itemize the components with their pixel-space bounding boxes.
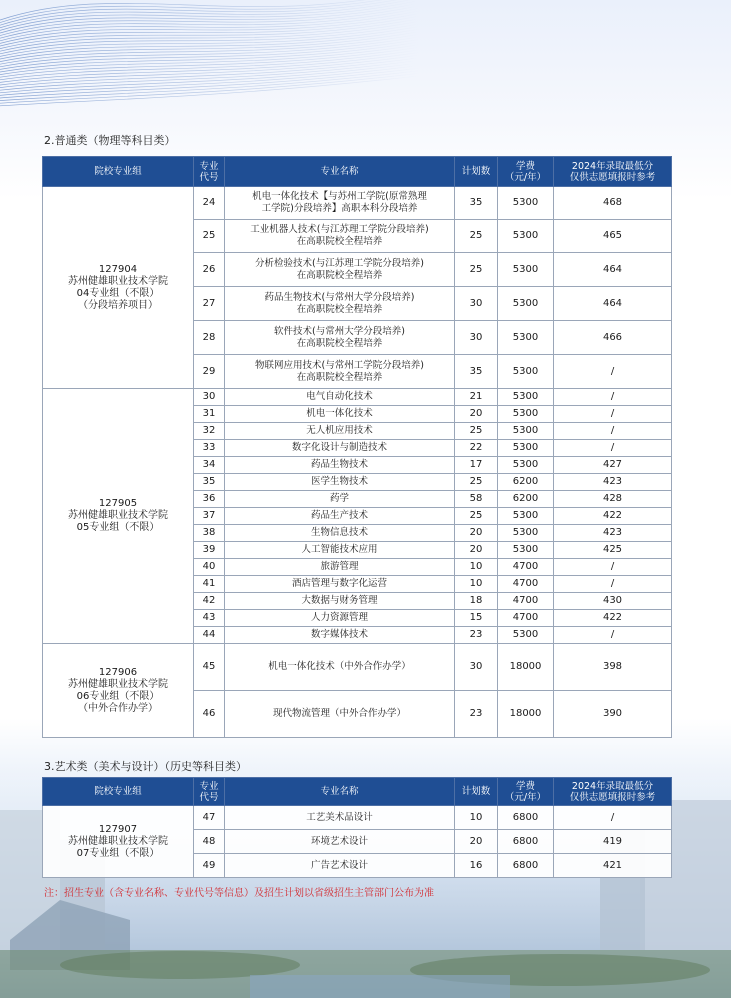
section-title-general: 2.普通类（物理等科目类）	[44, 134, 176, 147]
major-name: 人力资源管理	[225, 610, 455, 627]
major-code: 35	[194, 474, 225, 491]
major-code: 29	[194, 355, 225, 389]
min-score: 390	[554, 691, 672, 738]
major-name: 机电一体化技术（中外合作办学）	[225, 644, 455, 691]
table-row	[43, 187, 672, 220]
min-score: /	[554, 423, 672, 440]
tuition-fee: 5300	[498, 542, 554, 559]
tuition-fee: 18000	[498, 644, 554, 691]
major-name: 软件技术(与常州大学分段培养) 在高职院校全程培养	[225, 321, 455, 355]
plan-count: 35	[455, 355, 498, 389]
tuition-fee: 5300	[498, 508, 554, 525]
min-score: /	[554, 576, 672, 593]
plan-count: 35	[455, 187, 498, 220]
tuition-fee: 5300	[498, 440, 554, 457]
tuition-fee: 6800	[498, 830, 554, 854]
header-plan: 计划数	[455, 778, 498, 806]
min-score: 468	[554, 187, 672, 220]
table-row	[43, 806, 672, 830]
group-label-05: 127905 苏州健雄职业技术学院 05专业组（不限）	[43, 389, 194, 644]
header-code: 专业 代号	[194, 157, 225, 187]
tuition-fee: 6200	[498, 474, 554, 491]
header-code: 专业 代号	[194, 778, 225, 806]
table-header-row	[43, 157, 672, 187]
plan-count: 30	[455, 321, 498, 355]
plan-count: 15	[455, 610, 498, 627]
major-code: 36	[194, 491, 225, 508]
min-score: 425	[554, 542, 672, 559]
header-fee: 学费 （元/年）	[498, 157, 554, 187]
major-name: 物联网应用技术(与常州工学院分段培养) 在高职院校全程培养	[225, 355, 455, 389]
min-score: /	[554, 389, 672, 406]
major-code: 32	[194, 423, 225, 440]
table-header-row	[43, 778, 672, 806]
min-score: 423	[554, 525, 672, 542]
group-label-04: 127904 苏州健雄职业技术学院 04专业组（不限） （分段培养项目）	[43, 187, 194, 389]
tuition-fee: 4700	[498, 593, 554, 610]
plan-count: 10	[455, 559, 498, 576]
tuition-fee: 5300	[498, 525, 554, 542]
min-score: /	[554, 406, 672, 423]
general-admissions-table	[42, 156, 672, 738]
major-code: 30	[194, 389, 225, 406]
major-code: 27	[194, 287, 225, 321]
major-name: 无人机应用技术	[225, 423, 455, 440]
major-name: 大数据与财务管理	[225, 593, 455, 610]
tuition-fee: 5300	[498, 457, 554, 474]
major-name: 药品生物技术(与常州大学分段培养) 在高职院校全程培养	[225, 287, 455, 321]
header-name: 专业名称	[225, 778, 455, 806]
major-code: 28	[194, 321, 225, 355]
major-name: 酒店管理与数字化运营	[225, 576, 455, 593]
major-name: 机电一体化技术	[225, 406, 455, 423]
tuition-fee: 6800	[498, 806, 554, 830]
tuition-fee: 5300	[498, 187, 554, 220]
tuition-fee: 6200	[498, 491, 554, 508]
min-score: 465	[554, 220, 672, 253]
tuition-fee: 5300	[498, 627, 554, 644]
header-plan: 计划数	[455, 157, 498, 187]
plan-count: 25	[455, 220, 498, 253]
major-name: 数字媒体技术	[225, 627, 455, 644]
plan-count: 17	[455, 457, 498, 474]
section-title-art: 3.艺术类（美术与设计）（历史等科目类）	[44, 760, 247, 773]
major-name: 现代物流管理（中外合作办学）	[225, 691, 455, 738]
major-code: 47	[194, 806, 225, 830]
min-score: 428	[554, 491, 672, 508]
plan-count: 20	[455, 830, 498, 854]
tuition-fee: 5300	[498, 253, 554, 287]
tuition-fee: 5300	[498, 321, 554, 355]
major-name: 药品生产技术	[225, 508, 455, 525]
header-name: 专业名称	[225, 157, 455, 187]
plan-count: 16	[455, 854, 498, 878]
plan-count: 23	[455, 691, 498, 738]
group-label-06: 127906 苏州健雄职业技术学院 06专业组（不限） （中外合作办学）	[43, 644, 194, 738]
plan-count: 20	[455, 525, 498, 542]
min-score: 427	[554, 457, 672, 474]
min-score: /	[554, 559, 672, 576]
major-code: 40	[194, 559, 225, 576]
major-code: 42	[194, 593, 225, 610]
header-group: 院校专业组	[43, 157, 194, 187]
group-label-07: 127907 苏州健雄职业技术学院 07专业组（不限）	[43, 806, 194, 878]
plan-count: 18	[455, 593, 498, 610]
major-code: 41	[194, 576, 225, 593]
major-name: 工艺美术品设计	[225, 806, 455, 830]
tuition-fee: 6800	[498, 854, 554, 878]
plan-count: 10	[455, 576, 498, 593]
major-name: 数字化设计与制造技术	[225, 440, 455, 457]
tuition-fee: 5300	[498, 220, 554, 253]
min-score: /	[554, 440, 672, 457]
tuition-fee: 18000	[498, 691, 554, 738]
min-score: 419	[554, 830, 672, 854]
plan-count: 23	[455, 627, 498, 644]
tuition-fee: 5300	[498, 423, 554, 440]
header-score: 2024年录取最低分 仅供志愿填报时参考	[554, 778, 672, 806]
header-fee: 学费 （元/年）	[498, 778, 554, 806]
major-code: 48	[194, 830, 225, 854]
tuition-fee: 4700	[498, 576, 554, 593]
major-code: 26	[194, 253, 225, 287]
min-score: 422	[554, 610, 672, 627]
major-code: 33	[194, 440, 225, 457]
table-row	[43, 389, 672, 406]
tuition-fee: 4700	[498, 610, 554, 627]
plan-count: 25	[455, 423, 498, 440]
major-name: 分析检验技术(与江苏理工学院分段培养) 在高职院校全程培养	[225, 253, 455, 287]
header-group: 院校专业组	[43, 778, 194, 806]
major-code: 31	[194, 406, 225, 423]
tuition-fee: 5300	[498, 406, 554, 423]
major-code: 34	[194, 457, 225, 474]
min-score: 423	[554, 474, 672, 491]
major-name: 人工智能技术应用	[225, 542, 455, 559]
min-score: /	[554, 355, 672, 389]
major-name: 广告艺术设计	[225, 854, 455, 878]
min-score: 430	[554, 593, 672, 610]
major-name: 生物信息技术	[225, 525, 455, 542]
tuition-fee: 5300	[498, 355, 554, 389]
major-name: 环境艺术设计	[225, 830, 455, 854]
min-score: 421	[554, 854, 672, 878]
major-code: 49	[194, 854, 225, 878]
major-code: 38	[194, 525, 225, 542]
tuition-fee: 5300	[498, 389, 554, 406]
plan-count: 25	[455, 253, 498, 287]
plan-count: 25	[455, 508, 498, 525]
header-score: 2024年录取最低分 仅供志愿填报时参考	[554, 157, 672, 187]
major-code: 46	[194, 691, 225, 738]
admissions-note: 注：招生专业（含专业名称、专业代号等信息）及招生计划以省级招生主管部门公布为准	[44, 888, 434, 899]
major-code: 45	[194, 644, 225, 691]
tuition-fee: 4700	[498, 559, 554, 576]
min-score: 422	[554, 508, 672, 525]
plan-count: 30	[455, 644, 498, 691]
min-score: 464	[554, 253, 672, 287]
major-name: 医学生物技术	[225, 474, 455, 491]
table-row	[43, 644, 672, 691]
plan-count: 58	[455, 491, 498, 508]
plan-count: 30	[455, 287, 498, 321]
major-code: 39	[194, 542, 225, 559]
major-name: 药品生物技术	[225, 457, 455, 474]
plan-count: 22	[455, 440, 498, 457]
major-code: 25	[194, 220, 225, 253]
plan-count: 20	[455, 542, 498, 559]
major-code: 37	[194, 508, 225, 525]
min-score: 464	[554, 287, 672, 321]
plan-count: 10	[455, 806, 498, 830]
min-score: 466	[554, 321, 672, 355]
plan-count: 20	[455, 406, 498, 423]
major-code: 43	[194, 610, 225, 627]
plan-count: 25	[455, 474, 498, 491]
art-admissions-table	[42, 777, 672, 878]
major-name: 机电一体化技术【与苏州工学院(原常熟理 工学院)分段培养】高职本科分段培养	[225, 187, 455, 220]
major-name: 电气自动化技术	[225, 389, 455, 406]
major-code: 44	[194, 627, 225, 644]
min-score: /	[554, 806, 672, 830]
major-code: 24	[194, 187, 225, 220]
major-name: 工业机器人技术(与江苏理工学院分段培养) 在高职院校全程培养	[225, 220, 455, 253]
major-name: 旅游管理	[225, 559, 455, 576]
min-score: /	[554, 627, 672, 644]
plan-count: 21	[455, 389, 498, 406]
min-score: 398	[554, 644, 672, 691]
major-name: 药学	[225, 491, 455, 508]
tuition-fee: 5300	[498, 287, 554, 321]
